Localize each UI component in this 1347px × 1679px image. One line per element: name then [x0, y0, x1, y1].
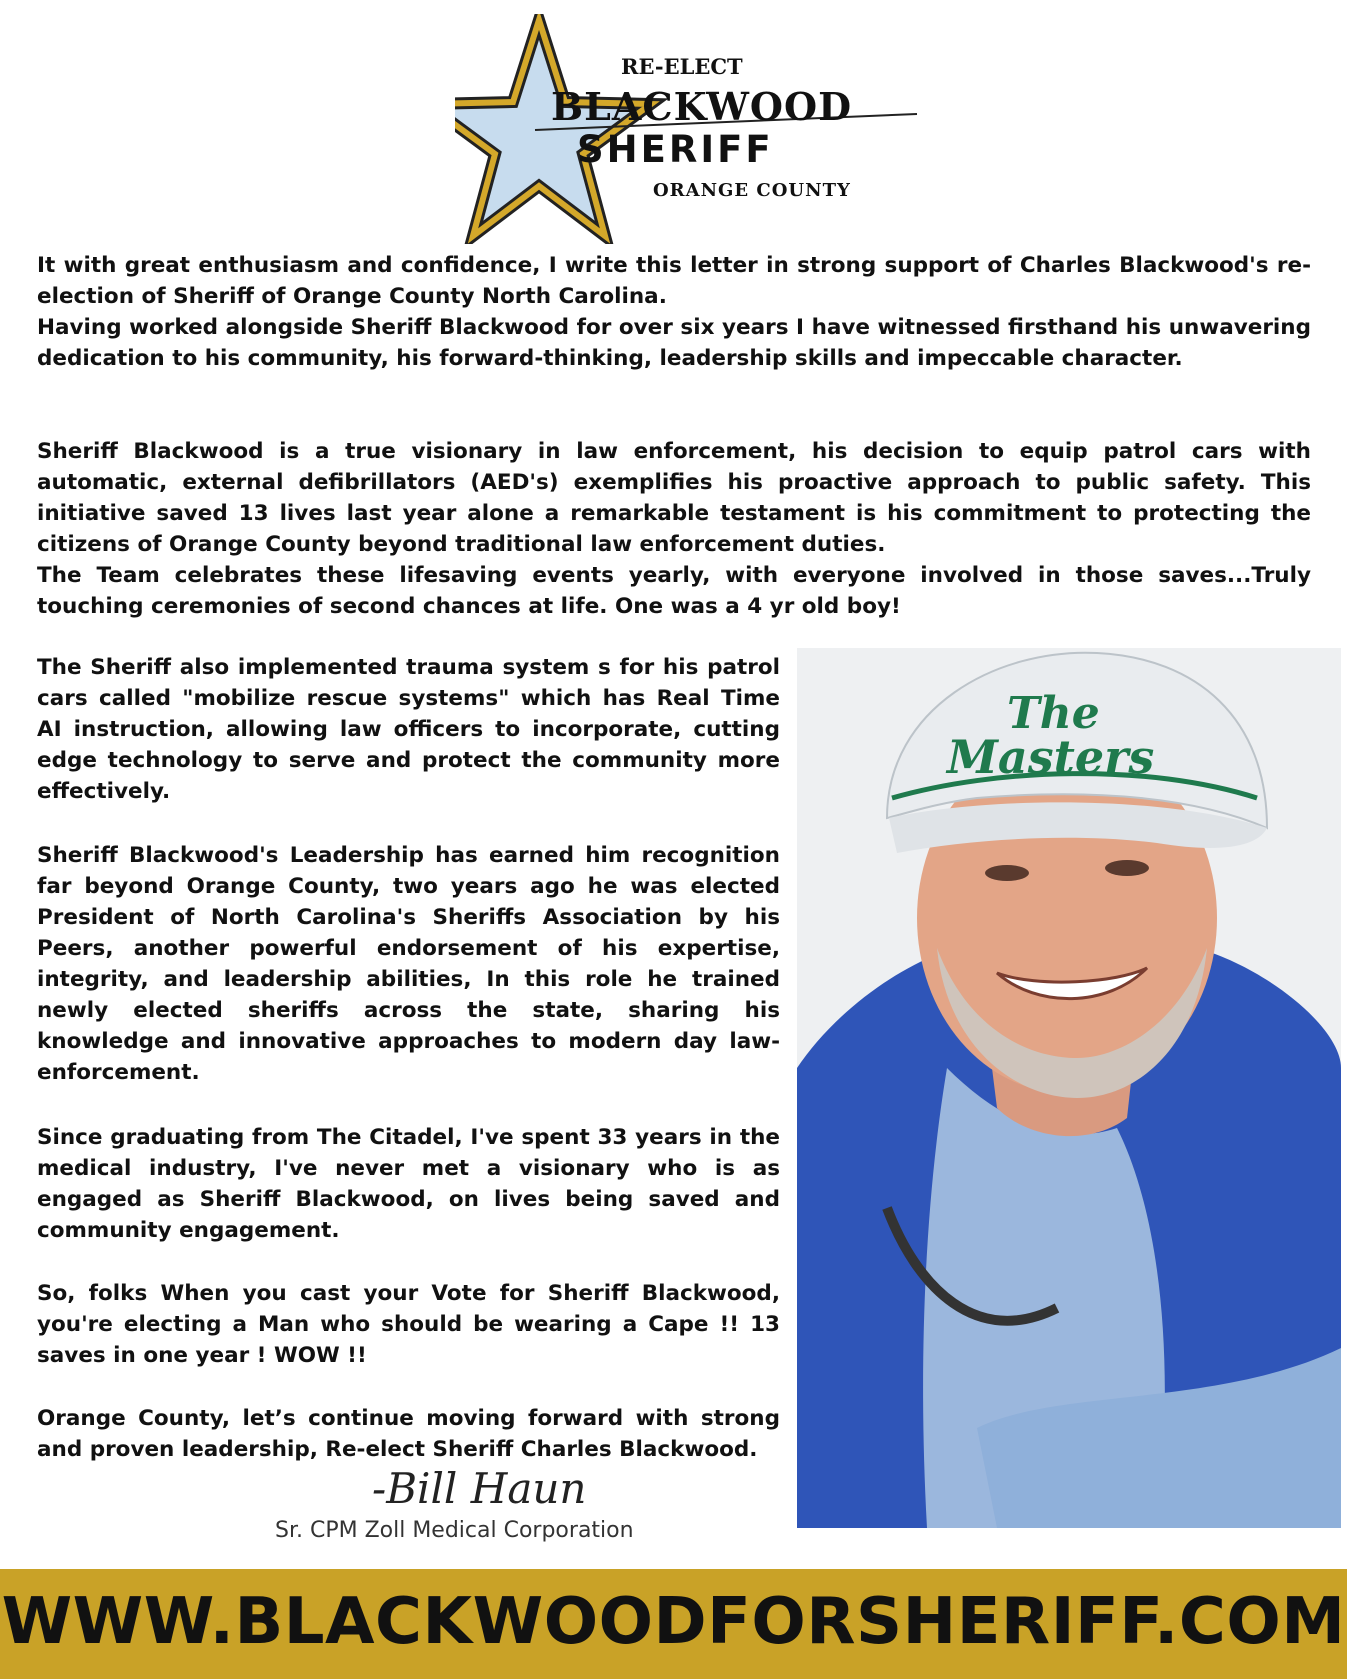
letter-paragraph-leadership: Sheriff Blackwood's Leadership has earned him recognition far beyond Orange County, two years ago he was elected President of North Carolina's Sheriffs Association by his Peers, another powerful endorsement of his expertise, integrity, and leadership abilities, In this role he trained newly elected sheriffs across the state, sharing his knowledge and innovative approaches to modern day law-enforcement. — [37, 843, 780, 1085]
cap-logo-the: The — [1007, 688, 1100, 739]
letter-paragraph-intro-2: Having worked alongside Sheriff Blackwood for over six years I have witnessed firsthand his unwavering dedication to his community, his forward-thinking, leadership skills and impeccable character. — [37, 315, 1311, 371]
cap-logo-masters: Masters — [947, 730, 1155, 784]
letter-paragraph-visionary-2: The Team celebrates these lifesaving events yearly, with everyone involved in those saves...Truly touching ceremonies of second chances at life. One was a 4 yr old boy! — [37, 563, 1311, 619]
letter-paragraph-visionary-1: Sheriff Blackwood is a true visionary in law enforcement, his decision to equip patrol cars with automatic, external defibrillators (AED's) exemplifies his proactive approach to public safety. This initiative saved 13 lives last year alone a remarkable testament is his commitment to protecting the citizens of Orange County beyond traditional law enforcement duties. — [37, 439, 1311, 557]
campaign-website-url[interactable]: WWW.BLACKWOODFORSHERIFF.COM — [1, 1585, 1346, 1659]
signature-title: Sr. CPM Zoll Medical Corporation — [275, 1518, 634, 1543]
letter-paragraph-citadel: Since graduating from The Citadel, I've spent 33 years in the medical industry, I've never met a visionary who is as engaged as Sheriff Blackwood, on lives being saved and community engagement. — [37, 1125, 780, 1243]
signature: -Bill Haun — [372, 1464, 587, 1513]
sheriff-supporter-photo — [797, 648, 1341, 1528]
logo-county: ORANGE COUNTY — [653, 180, 851, 201]
letter-paragraph-vote: So, folks When you cast your Vote for Sheriff Blackwood, you're electing a Man who should be wearing a Cape !! 13 saves in one year ! WOW !! — [37, 1281, 780, 1368]
logo-title: SHERIFF — [577, 128, 774, 171]
logo-reelect: RE-ELECT — [621, 54, 743, 79]
letter-paragraph-closing: Orange County, let’s continue moving forward with strong and proven leadership, Re-elect Sheriff Charles Blackwood. — [37, 1406, 780, 1462]
campaign-logo — [455, 14, 925, 244]
footer-banner — [0, 1569, 1347, 1679]
logo-name: BLACKWOOD — [551, 84, 853, 129]
letter-paragraph-intro-1: It with great enthusiasm and confidence, I write this letter in strong support of Charles Blackwood's re-election of Sheriff of Orange County North Carolina. — [37, 253, 1311, 309]
letter-paragraph-trauma: The Sheriff also implemented trauma system s for his patrol cars called "mobilize rescue systems" which has Real Time AI instruction, allowing law officers to incorporate, cutting edge technology to serve and protect the community more effectively. — [37, 655, 780, 804]
